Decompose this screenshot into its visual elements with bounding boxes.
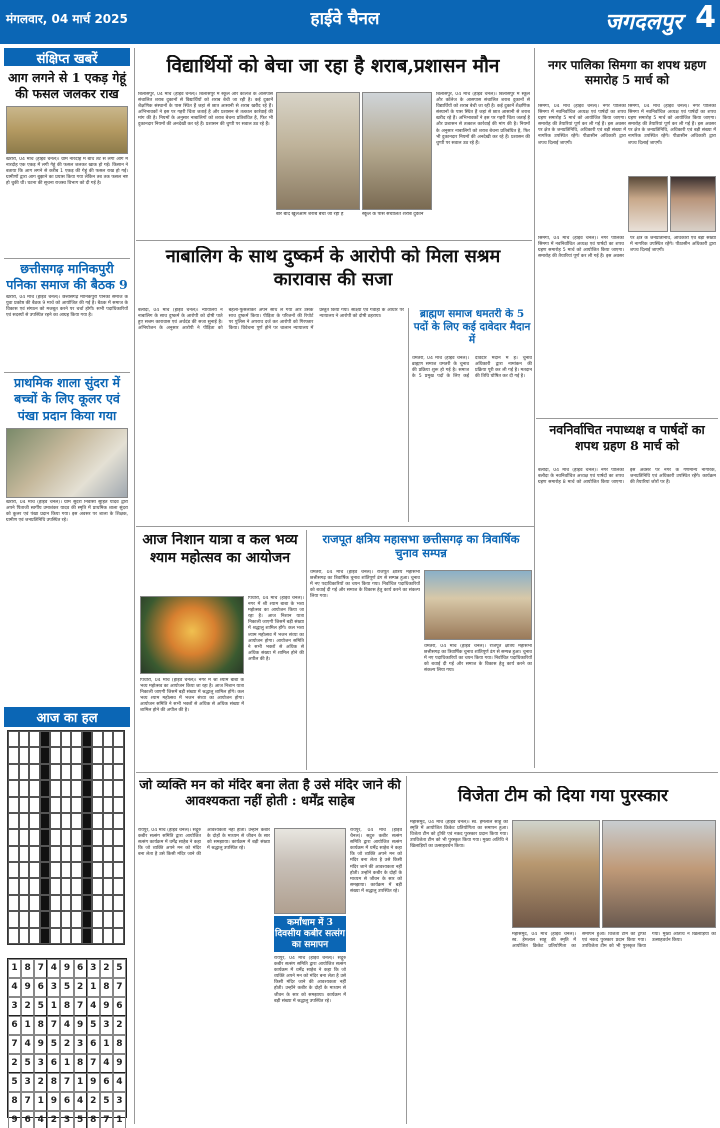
crossword-cell <box>92 764 103 780</box>
crossword-cell <box>19 813 30 829</box>
story1-body: खरोरा, 04 मार्च (हाईवे चैनल)। ग्राम नारदीह में बांध तट से लगी आग में नारदोह एक एकड़ में लगी गेहूं की फसल जलकर खाक हो गई। किसान ने बताया कि आग लगने से करीब 1 एकड़ की गेहूं की फसल राख हो गई। ग्रामीणों द्वारा आग बुझाने का प्रयास किया गया लेकिन तब तक फसल नष्ट हो चुकी थी। घटना की सूचना राजस्व विभाग को दी गई है। <box>6 157 128 187</box>
sudoku-cell: 4 <box>34 1111 47 1128</box>
sudoku-cell: 5 <box>113 959 126 978</box>
crossword-cell <box>29 878 40 894</box>
crossword-cell <box>92 797 103 813</box>
crossword-cell <box>61 862 72 878</box>
sudoku-cell: 6 <box>87 1035 100 1054</box>
sudoku-cell: 1 <box>8 959 21 978</box>
sudoku-cell: 1 <box>113 1111 126 1128</box>
prize-body-1: महासमुंद, 04 मार्च (हाईवे चैनल)। स्व. हेमलाल साहू की स्मृति में आयोजित क्रिकेट प्रतियोगिता का समापन हुआ। विजेता टीम को ट्रॉफी एवं नकद पुरस्कार प्रदान किया गया। उपविजेता टीम को भी पुरस्कृत किया गया। मुख्य अतिथि ने खिलाड़ियों का उत्साहवर्धन किया। <box>410 820 508 850</box>
crossword-cell <box>19 911 30 927</box>
sudoku-cell: 7 <box>100 1111 113 1128</box>
sudoku-cell: 9 <box>60 959 73 978</box>
sudoku-cell: 1 <box>87 978 100 997</box>
crossword-cell <box>71 829 82 845</box>
crossword-cell <box>71 878 82 894</box>
kabir-body-2: रायपुर, 04 मार्च (हाईवे चैनल)। सद्गुरु कबीर सत्संग समिति द्वारा आयोजित सत्संग कार्यक्रम में धर्मेंद्र साहेब ने कहा कि जो व्यक्ति अपने मन को मंदिर बना लेता है उसे किसी मंदिर जाने की आवश्यकता नहीं होती। उन्होंने कबीर के दोहों के माध्यम से जीवन के सार को समझाया। कार्यक्रम में बड़ी संख्या में श्रद्धालु उपस्थित रहे। <box>350 828 402 894</box>
sudoku-cell: 5 <box>87 1016 100 1035</box>
crossword-cell <box>113 846 124 862</box>
crossword-cell <box>92 911 103 927</box>
crossword-cell <box>50 797 61 813</box>
sudoku-cell: 8 <box>74 1054 87 1073</box>
crossword-cell <box>82 895 93 911</box>
story2-headline-box <box>4 261 130 293</box>
crossword-cell <box>92 895 103 911</box>
court-headline: नाबालिग के साथ दुष्कर्म के आरोपी को मिला सश्रम कारावास की सजा <box>165 246 501 290</box>
simga-body-1: सिमगा, 04 मार्च (हाईवे चैनल)। नगर पालिका सिमगा में नवनिर्वाचित अध्यक्ष एवं पार्षदों का शपथ ग्रहण समारोह 5 मार्च को आयोजित किया जाएगा। समारोह की तैयारियां पूर्ण कर ली गई हैं। इस अवसर पर क्षेत्र के जनप्रतिनिधि, अधिकारी एवं बड़ी संख्या में नागरिक उपस्थित रहेंगे। पीठासीन अधिकारी द्वारा शपथ दिलाई जाएगी। <box>538 104 626 146</box>
crossword-cell <box>8 928 19 944</box>
crossword-cell <box>40 731 51 747</box>
crossword-cell <box>103 846 114 862</box>
crossword-cell <box>103 895 114 911</box>
crossword-cell <box>82 797 93 813</box>
crossword-cell <box>82 747 93 763</box>
story3-headline: प्राथमिक शाला सुंदरा में बच्चों के लिए कूलर एवं पंखा प्रदान किया गया <box>13 375 121 423</box>
sudoku-cell: 1 <box>60 1054 73 1073</box>
shyam-body-2: पिथौरा, 04 मार्च (हाईवे चैनल)। नगर में श्री श्याम बाबा के भव्य महोत्सव का आयोजन किया जा रहा है। आज निशान यात्रा निकाली जाएगी जिसमें बड़ी संख्या में श्रद्धालु शामिल होंगे। कल भव्य श्याम महोत्सव में भजन संध्या का आयोजन होगा। आयोजन समिति ने सभी भक्तों से अधिक से अधिक संख्या में शामिल होने की अपील की है। <box>248 596 304 662</box>
sudoku-cell: 2 <box>60 1035 73 1054</box>
crossword-cell <box>103 764 114 780</box>
crossword-cell <box>29 829 40 845</box>
crossword-cell <box>40 928 51 944</box>
crossword-cell <box>92 878 103 894</box>
sudoku-cell: 5 <box>8 1073 21 1092</box>
crossword-cell <box>92 731 103 747</box>
crossword-cell <box>50 829 61 845</box>
liquor-shop-photo-2 <box>362 92 432 210</box>
sudoku-cell: 8 <box>60 997 73 1016</box>
sudoku-cell: 8 <box>8 1092 21 1111</box>
sudoku-cell: 6 <box>47 1054 60 1073</box>
sudoku-cell: 8 <box>21 959 34 978</box>
city-name: जगदलपुर <box>605 10 682 35</box>
crossword-cell <box>50 911 61 927</box>
sudoku-cell: 4 <box>100 1054 113 1073</box>
simga-body-3: सिमगा, 04 मार्च (हाईवे चैनल)। नगर पालिका सिमगा में नवनिर्वाचित अध्यक्ष एवं पार्षदों का शपथ ग्रहण समारोह 5 मार्च को आयोजित किया जाएगा। समारोह की तैयारियां पूर्ण कर ली गई हैं। इस अवसर पर क्षेत्र के जनप्रतिनिधि, अधिकारी एवं बड़ी संख्या में नागरिक उपस्थित रहेंगे। पीठासीन अधिकारी द्वारा शपथ दिलाई जाएगी। <box>538 236 716 260</box>
sudoku-cell: 4 <box>47 959 60 978</box>
sudoku-cell: 4 <box>87 997 100 1016</box>
crossword-cell <box>19 928 30 944</box>
sudoku-cell: 3 <box>87 959 100 978</box>
sudoku-cell: 5 <box>21 1054 34 1073</box>
sudoku-cell: 2 <box>21 997 34 1016</box>
crossword-cell <box>29 862 40 878</box>
crossword-cell <box>29 928 40 944</box>
sudoku-cell: 1 <box>21 1016 34 1035</box>
crossword-cell <box>71 747 82 763</box>
crossword-cell <box>113 895 124 911</box>
sudoku-cell: 9 <box>21 978 34 997</box>
sudoku-grid <box>7 958 127 1125</box>
crossword-cell <box>113 813 124 829</box>
crossword-cell <box>50 764 61 780</box>
crossword-cell <box>82 846 93 862</box>
sudoku-cell: 5 <box>47 1035 60 1054</box>
crossword-cell <box>29 911 40 927</box>
crossword-cell <box>61 878 72 894</box>
sudoku-cell: 1 <box>100 1035 113 1054</box>
crossword-cell <box>103 829 114 845</box>
sudoku-cell: 9 <box>113 1054 126 1073</box>
sudoku-cell: 7 <box>21 1092 34 1111</box>
sudoku-cell: 3 <box>100 1016 113 1035</box>
crossword-cell <box>50 731 61 747</box>
crossword-cell <box>19 747 30 763</box>
sudoku-cell: 9 <box>34 1035 47 1054</box>
sudoku-cell: 6 <box>60 1092 73 1111</box>
councillor-photo <box>670 176 716 232</box>
crossword-cell <box>40 895 51 911</box>
page-number: 4 <box>695 0 716 35</box>
crossword-cell <box>19 764 30 780</box>
dharmendra-sahib-photo <box>274 828 346 914</box>
lead-caption-1: बार बाद खुलेआम शराब बेची जा रही है <box>276 212 344 217</box>
shyam-headline: आज निशान यात्रा व कल भव्य श्याम महोत्सव का आयोजन <box>142 532 298 566</box>
crossword-cell <box>61 829 72 845</box>
liquor-shop-photo-1 <box>276 92 360 210</box>
crossword-cell <box>82 928 93 944</box>
crossword-cell <box>61 797 72 813</box>
sudoku-cell: 2 <box>87 1092 100 1111</box>
crossword-cell <box>29 780 40 796</box>
story3-headline-box <box>4 375 130 425</box>
rajput-group-photo <box>424 570 532 640</box>
crossword-cell <box>82 862 93 878</box>
crossword-cell <box>29 813 40 829</box>
crossword-cell <box>61 846 72 862</box>
brief-header <box>4 48 130 66</box>
crossword-cell <box>29 731 40 747</box>
crossword-cell <box>8 862 19 878</box>
crossword-cell <box>40 780 51 796</box>
crossword-cell <box>113 862 124 878</box>
crossword-cell <box>82 878 93 894</box>
sudoku-cell: 8 <box>47 1073 60 1092</box>
crossword-cell <box>29 747 40 763</box>
crossword-cell <box>50 846 61 862</box>
brahmin-body: धमतरी, 04 मार्च (हाईवे चैनल)। ब्राह्मण समाज धमतरी के चुनाव की प्रक्रिया शुरू हो गई है। समाज के 5 प्रमुख पदों के लिए कई दावेदार मैदान में हैं। चुनाव अधिकारी द्वारा नामांकन की प्रक्रिया पूरी कर ली गई है। मतदान की तिथि घोषित कर दी गई है। <box>412 356 532 380</box>
court-body: बलौदा, 04 मार्च (हाईवे चैनल)। न्यायालय ने नाबालिग के साथ दुष्कर्म के आरोपी को दोषी पाते हुए सश्रम कारावास एवं अर्थदंड की सजा सुनाई है। अभियोजन के अनुसार आरोपी ने पीड़िता को बहला-फुसलाकर अपने साथ ले गया और उसके साथ दुष्कर्म किया। पीड़िता के परिजनों की रिपोर्ट पर पुलिस ने अपराध दर्ज कर आरोपी को गिरफ्तार किया। विवेचना पूर्ण होने पर चालान न्यायालय में प्रस्तुत किया गया। साक्ष्यों एवं गवाहों के आधार पर न्यायालय ने आरोपी को दोषी ठहराया। <box>138 308 404 332</box>
crossword-header <box>4 707 130 727</box>
sudoku-cell: 7 <box>87 1054 100 1073</box>
crossword-cell <box>19 878 30 894</box>
sudoku-cell: 1 <box>47 997 60 1016</box>
crossword-title: आज का हल <box>4 707 130 727</box>
crossword-cell <box>8 846 19 862</box>
crossword-cell <box>8 829 19 845</box>
crossword-cell <box>82 829 93 845</box>
crossword-cell <box>8 895 19 911</box>
crossword-cell <box>8 780 19 796</box>
crossword-cell <box>82 780 93 796</box>
crossword-cell <box>71 895 82 911</box>
crossword-cell <box>113 731 124 747</box>
crossword-cell <box>8 731 19 747</box>
crossword-cell <box>113 878 124 894</box>
sudoku-cell: 3 <box>60 1111 73 1128</box>
crossword-cell <box>8 911 19 927</box>
crossword-cell <box>103 747 114 763</box>
field-fire-photo <box>6 106 128 154</box>
crossword-cell <box>71 846 82 862</box>
crossword-cell <box>61 895 72 911</box>
crossword-cell <box>50 813 61 829</box>
crossword-cell <box>103 911 114 927</box>
crossword-cell <box>61 731 72 747</box>
crossword-cell <box>71 731 82 747</box>
crossword-cell <box>71 813 82 829</box>
sudoku-cell: 3 <box>74 1035 87 1054</box>
crossword-cell <box>103 878 114 894</box>
crossword-cell <box>92 846 103 862</box>
crossword-cell <box>19 895 30 911</box>
sudoku-cell: 4 <box>60 1016 73 1035</box>
crossword-cell <box>103 731 114 747</box>
sudoku-cell: 3 <box>21 1073 34 1092</box>
sudoku-cell: 1 <box>34 1092 47 1111</box>
sudoku-cell: 8 <box>34 1016 47 1035</box>
crossword-cell <box>50 895 61 911</box>
crossword-cell <box>19 862 30 878</box>
sudoku-cell: 7 <box>34 959 47 978</box>
sudoku-cell: 5 <box>100 1092 113 1111</box>
sudoku-cell: 6 <box>8 1016 21 1035</box>
story2-headline: छत्तीसगढ़ मानिकपुरी पनिका समाज की बैठक 9 <box>6 261 128 293</box>
crossword-cell <box>113 764 124 780</box>
crossword-cell <box>40 862 51 878</box>
issue-date: मंगलवार, 04 मार्च 2025 <box>6 12 128 26</box>
sudoku-cell: 4 <box>8 978 21 997</box>
sudoku-cell: 7 <box>113 978 126 997</box>
sudoku-cell: 3 <box>47 978 60 997</box>
sudoku-cell: 9 <box>47 1092 60 1111</box>
crossword-cell <box>19 731 30 747</box>
crossword-cell <box>71 780 82 796</box>
sudoku-cell: 3 <box>34 1054 47 1073</box>
crossword-cell <box>113 829 124 845</box>
sudoku-cell: 2 <box>8 1054 21 1073</box>
sudoku-cell: 5 <box>74 1111 87 1128</box>
crossword-cell <box>92 928 103 944</box>
kabir-body-3: रायपुर, 04 मार्च (हाईवे चैनल)। सद्गुरु कबीर सत्संग समिति द्वारा आयोजित सत्संग कार्यक्रम में धर्मेंद्र साहेब ने कहा कि जो व्यक्ति अपने मन को मंदिर बना लेता है उसे किसी मंदिर जाने की आवश्यकता नहीं होती। उन्होंने कबीर के दोहों के माध्यम से जीवन के सार को समझाया। कार्यक्रम में बड़ी संख्या में श्रद्धालु उपस्थित रहे। <box>274 956 346 1004</box>
brahmin-headline: ब्राह्मण समाज धमतरी के 5 पदों के लिए कई दावेदार मैदान में <box>413 308 531 347</box>
crossword-cell <box>8 747 19 763</box>
paper-name: हाईवे चैनल <box>310 9 380 29</box>
sudoku-cell: 9 <box>100 997 113 1016</box>
crossword-cell <box>92 747 103 763</box>
lead-body-1: बिलासपुर, 04 मार्च (हाईवे चैनल)। बिलासपुर में स्कूल और कॉलेज के आसपास संचालित शराब दुकानों से विद्यार्थियों को शराब बेची जा रही है। कई दुकानें शैक्षणिक संस्थानों के पास स्थित हैं जहां से छात्र आसानी से शराब खरीद रहे हैं। अभिभावकों ने इस पर गहरी चिंता जताई है और प्रशासन से तत्काल कार्रवाई की मांग की है। नियमों के अनुसार नाबालिगों को शराब बेचना प्रतिबंधित है, फिर भी दुकानदार नियमों की अनदेखी कर रहे हैं। प्रशासन की चुप्पी पर सवाल उठ रहे हैं। <box>138 92 273 128</box>
crossword-cell <box>29 846 40 862</box>
crossword-cell <box>8 878 19 894</box>
crossword-cell <box>40 911 51 927</box>
crossword-cell <box>71 928 82 944</box>
sudoku-cell: 9 <box>74 1016 87 1035</box>
sudoku-cell: 8 <box>113 1035 126 1054</box>
prize-body-2: महासमुंद, 04 मार्च (हाईवे चैनल)। स्व. हेमलाल साहू की स्मृति में आयोजित क्रिकेट प्रतियोगिता का समापन हुआ। विजेता टीम को ट्रॉफी एवं नकद पुरस्कार प्रदान किया गया। उपविजेता टीम को भी पुरस्कृत किया गया। मुख्य अतिथि ने खिलाड़ियों का उत्साहवर्धन किया। <box>512 932 716 950</box>
simga-body-2: सिमगा, 04 मार्च (हाईवे चैनल)। नगर पालिका सिमगा में नवनिर्वाचित अध्यक्ष एवं पार्षदों का शपथ ग्रहण समारोह 5 मार्च को आयोजित किया जाएगा। समारोह की तैयारियां पूर्ण कर ली गई हैं। इस अवसर पर क्षेत्र के जनप्रतिनिधि, अधिकारी एवं बड़ी संख्या में नागरिक उपस्थित रहेंगे। पीठासीन अधिकारी द्वारा शपथ दिलाई जाएगी। <box>628 104 716 146</box>
lead-headline: विद्यार्थियों को बेचा जा रहा है शराब,प्रशासन मौन <box>166 55 500 77</box>
crossword-cell <box>40 747 51 763</box>
crossword-cell <box>82 764 93 780</box>
crossword-cell <box>103 813 114 829</box>
crossword-cell <box>40 813 51 829</box>
sudoku-cell: 6 <box>113 997 126 1016</box>
rajput-headline: राजपूत क्षत्रिय महासभा छत्तीसगढ़ का त्रिवार्षिक चुनाव सम्पन्न <box>322 532 520 561</box>
sudoku-cell: 7 <box>47 1016 60 1035</box>
chairman-photo <box>628 176 668 232</box>
kabir-body-1: रायपुर, 04 मार्च (हाईवे चैनल)। सद्गुरु कबीर सत्संग समिति द्वारा आयोजित सत्संग कार्यक्रम में धर्मेंद्र साहेब ने कहा कि जो व्यक्ति अपने मन को मंदिर बना लेता है उसे किसी मंदिर जाने की आवश्यकता नहीं होती। उन्होंने कबीर के दोहों के माध्यम से जीवन के सार को समझाया। कार्यक्रम में बड़ी संख्या में श्रद्धालु उपस्थित रहे। <box>138 828 270 858</box>
crossword-cell <box>103 862 114 878</box>
crossword-cell <box>40 829 51 845</box>
sudoku-cell: 5 <box>60 978 73 997</box>
crossword-cell <box>113 797 124 813</box>
sudoku-cell: 4 <box>74 1092 87 1111</box>
crossword-cell <box>113 911 124 927</box>
sudoku-cell: 3 <box>8 997 21 1016</box>
sudoku-cell: 8 <box>100 978 113 997</box>
prize-headline: विजेता टीम को दिया गया पुरस्कार <box>458 786 668 806</box>
crossword-cell <box>103 780 114 796</box>
crossword-cell <box>82 813 93 829</box>
crossword-cell <box>50 928 61 944</box>
sudoku-cell: 3 <box>113 1092 126 1111</box>
school-event-photo <box>6 428 128 498</box>
story2-body: खरोरा, 04 मार्च (हाईवे चैनल)। छत्तीसगढ़ मानिकपुरी पनिका समाज के युवा प्रकोष्ठ की बैठक 9 मार्च को आयोजित की गई है। बैठक में समाज के विकास एवं संगठन को मजबूत करने पर चर्चा होगी। सभी पदाधिकारियों एवं सदस्यों से उपस्थित रहने का आग्रह किया गया है। <box>6 295 128 319</box>
sudoku-cell: 2 <box>74 978 87 997</box>
prize-photo-1 <box>512 820 600 928</box>
crossword-cell <box>50 862 61 878</box>
lead-body-2: बिलासपुर, 04 मार्च (हाईवे चैनल)। बिलासपुर में स्कूल और कॉलेज के आसपास संचालित शराब दुकानों से विद्यार्थियों को शराब बेची जा रही है। कई दुकानें शैक्षणिक संस्थानों के पास स्थित हैं जहां से छात्र आसानी से शराब खरीद रहे हैं। अभिभावकों ने इस पर गहरी चिंता जताई है और प्रशासन से तत्काल कार्रवाई की मांग की है। नियमों के अनुसार नाबालिगों को शराब बेचना प्रतिबंधित है, फिर भी दुकानदार नियमों की अनदेखी कर रहे हैं। प्रशासन की चुप्पी पर सवाल उठ रहे हैं। <box>436 92 530 146</box>
crossword-cell <box>61 764 72 780</box>
crossword-cell <box>61 747 72 763</box>
story1-headline-box <box>4 70 130 104</box>
crossword-cell <box>71 862 82 878</box>
crossword-cell <box>71 797 82 813</box>
oath-body: बलौदा, 04 मार्च (हाईवे चैनल)। नगर पालिका बलौदा के नवनिर्वाचित अध्यक्ष एवं पार्षदों का शपथ ग्रहण समारोह 8 मार्च को आयोजित किया जाएगा। इस अवसर पर नगर के गणमान्य नागरिक, जनप्रतिनिधि एवं अधिकारी उपस्थित रहेंगे। कार्यक्रम की तैयारियां जोरों पर हैं। <box>538 468 716 486</box>
crossword-cell <box>50 878 61 894</box>
sudoku-cell: 5 <box>34 997 47 1016</box>
crossword-cell <box>113 747 124 763</box>
oath-headline: नवनिर्वाचित नपाध्यक्ष व पार्षदों का शपथ ग्रहण 8 मार्च को <box>549 422 705 453</box>
crossword-grid <box>7 730 125 945</box>
crossword-cell <box>103 797 114 813</box>
crossword-cell <box>71 764 82 780</box>
crossword-cell <box>8 797 19 813</box>
crossword-cell <box>40 797 51 813</box>
crossword-cell <box>19 780 30 796</box>
crossword-cell <box>29 764 40 780</box>
story3-body: खरोरा, 04 मार्च (हाईवे चैनल)। ग्राम सुंदरा निवासी सुहित यादव द्वारा अपने पिताजी स्वर्गीय उमाशंकर यादव की स्मृति में प्राथमिक शाला सुंदरा को कूलर एवं पंखा प्रदान किया गया। इस अवसर पर शाला के शिक्षक, ग्रामीण एवं जनप्रतिनिधि उपस्थित रहे। <box>6 500 128 524</box>
sudoku-cell: 2 <box>34 1073 47 1092</box>
crossword-cell <box>92 780 103 796</box>
crossword-cell <box>29 895 40 911</box>
sudoku-cell: 2 <box>113 1016 126 1035</box>
sudoku-cell: 4 <box>21 1035 34 1054</box>
kabir-headline: जो व्यक्ति मन को मंदिर बना लेता है उसे मंदिर जाने की आवश्यकता नहीं होती : धर्मेंद्र साहेब <box>139 778 401 810</box>
sudoku-cell: 4 <box>113 1073 126 1092</box>
crossword-cell <box>8 764 19 780</box>
crossword-cell <box>113 780 124 796</box>
simga-headline: नगर पालिका सिमगा का शपथ ग्रहण समारोह 5 मार्च को <box>548 58 706 87</box>
rajput-body-2: धमतरी, 04 मार्च (हाईवे चैनल)। राजपूत क्षत्रिय महासभा छत्तीसगढ़ का त्रिवार्षिक चुनाव शांतिपूर्ण ढंग से सम्पन्न हुआ। चुनाव में नए पदाधिकारियों का चयन किया गया। निर्वाचित पदाधिकारियों को बधाई दी गई और समाज के विकास हेतु कार्य करने का संकल्प लिया गया। <box>424 644 532 674</box>
sudoku-cell: 1 <box>74 1073 87 1092</box>
crossword-cell <box>40 878 51 894</box>
crossword-cell <box>40 764 51 780</box>
lead-caption-2: स्कूल के पास संचालित शराब दुकान <box>362 212 424 217</box>
crossword-cell <box>103 928 114 944</box>
sudoku-cell: 6 <box>74 959 87 978</box>
sudoku-cell: 9 <box>8 1111 21 1128</box>
sudoku-cell: 2 <box>47 1111 60 1128</box>
rajput-body-1: धमतरी, 04 मार्च (हाईवे चैनल)। राजपूत क्षत्रिय महासभा छत्तीसगढ़ का त्रिवार्षिक चुनाव शांतिपूर्ण ढंग से सम्पन्न हुआ। चुनाव में नए पदाधिकारियों का चयन किया गया। निर्वाचित पदाधिकारियों को बधाई दी गई और समाज के विकास हेतु कार्य करने का संकल्प लिया गया। <box>310 570 420 600</box>
sudoku-cell: 6 <box>21 1111 34 1128</box>
sudoku-cell: 7 <box>8 1035 21 1054</box>
crossword-cell <box>19 846 30 862</box>
sudoku-cell: 6 <box>100 1073 113 1092</box>
crossword-cell <box>82 911 93 927</box>
sudoku-cell: 8 <box>87 1111 100 1128</box>
sudoku-cell: 6 <box>34 978 47 997</box>
crossword-cell <box>19 829 30 845</box>
sudoku-cell: 7 <box>74 997 87 1016</box>
prize-photo-2 <box>602 820 716 928</box>
sudoku-cell: 9 <box>87 1073 100 1092</box>
shyam-baba-photo <box>140 596 244 674</box>
crossword-cell <box>50 780 61 796</box>
crossword-cell <box>113 928 124 944</box>
crossword-cell <box>19 797 30 813</box>
crossword-cell <box>8 813 19 829</box>
crossword-cell <box>50 747 61 763</box>
city-block <box>520 0 720 44</box>
kabir-highlight-box: कर्मांधाम में 3 दिवसीय कबीर सत्संग का समापन <box>275 918 345 950</box>
crossword-cell <box>61 928 72 944</box>
crossword-cell <box>71 911 82 927</box>
crossword-cell <box>92 862 103 878</box>
crossword-cell <box>61 911 72 927</box>
shyam-body-1: पिथौरा, 04 मार्च (हाईवे चैनल)। नगर में श्री श्याम बाबा के भव्य महोत्सव का आयोजन किया जा रहा है। आज निशान यात्रा निकाली जाएगी जिसमें बड़ी संख्या में श्रद्धालु शामिल होंगे। कल भव्य श्याम महोत्सव में भजन संध्या का आयोजन होगा। आयोजन समिति ने सभी भक्तों से अधिक से अधिक संख्या में शामिल होने की अपील की है। <box>140 678 244 714</box>
story1-headline: आग लगने से 1 एकड़ गेहूं की फसल जलकर राख <box>7 70 127 102</box>
sudoku-cell: 2 <box>100 959 113 978</box>
crossword-cell <box>82 731 93 747</box>
crossword-cell <box>61 780 72 796</box>
crossword-cell <box>40 846 51 862</box>
brief-title: संक्षिप्त खबरें <box>4 48 130 66</box>
crossword-cell <box>92 829 103 845</box>
sudoku-cell: 7 <box>60 1073 73 1092</box>
crossword-cell <box>61 813 72 829</box>
crossword-cell <box>92 813 103 829</box>
crossword-cell <box>29 797 40 813</box>
masthead-bar <box>0 0 720 44</box>
